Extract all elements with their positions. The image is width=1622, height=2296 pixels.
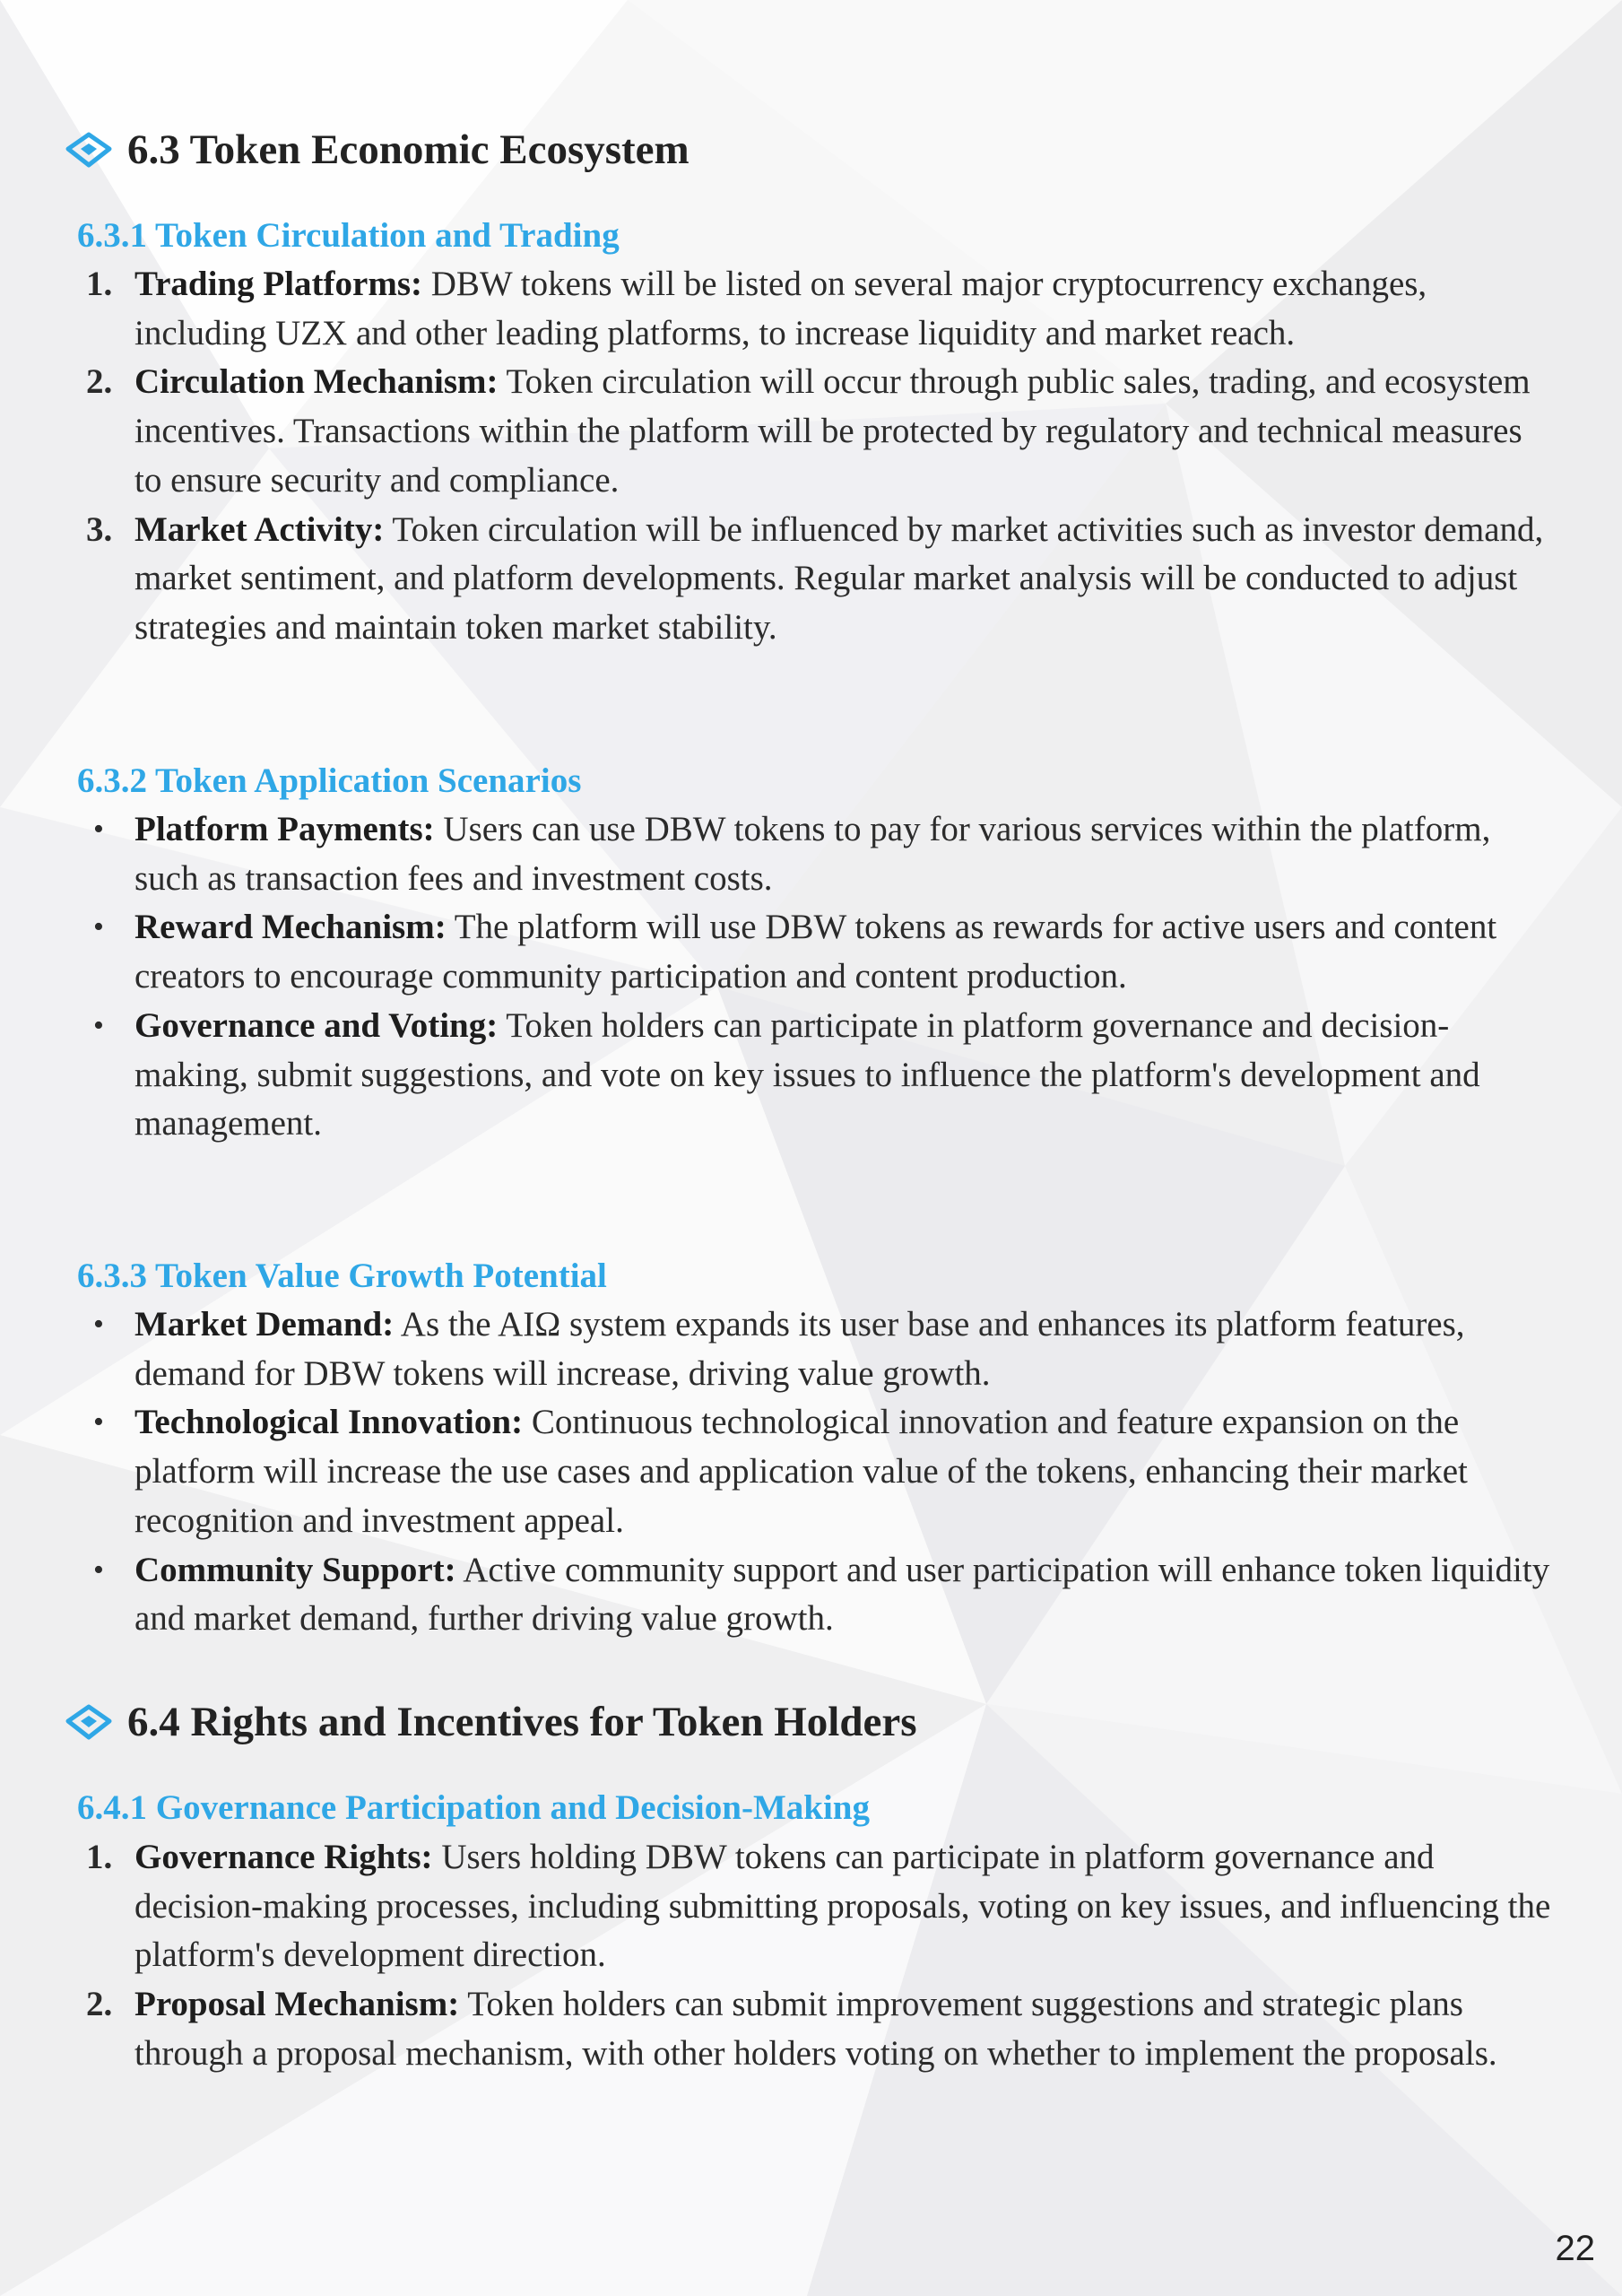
list-item: • Technological Innovation: Continuous technological innovation and feature expansion on the platform will increase the use cases and application value of the tokens, enhancing their market recognition and investment appeal. (93, 1403, 1468, 1540)
page-number: 22 (1555, 2229, 1595, 2268)
diamond-icon (65, 131, 113, 169)
subsection-title: 6.4.1 Governance Participation and Decision-Making (77, 1788, 870, 1827)
list-item: 1. Governance Rights: Users holding DBW tokens can participate in platform governance and decision-making processes, including submitting proposals, voting on key issues, and influencing the platform's development direction. (86, 1838, 1551, 1975)
numbered-list (86, 260, 1557, 653)
section-heading (65, 126, 690, 174)
subsection-title: 6.3.3 Token Value Growth Potential (77, 1257, 607, 1295)
list-item: • Governance and Voting: Token holders can participate in platform governance and decision-making, submit suggestions, and vote on key issues to influence the platform's development and management. (93, 1005, 1480, 1144)
list-item: 2. Proposal Mechanism: Token holders can submit improvement suggestions and strategic plans through a proposal mechanism, with other holders voting on whether to implement the proposals. (86, 1985, 1497, 2073)
section-heading-text: 6.4 Rights and Incentives for Token Holders (127, 1699, 917, 1745)
bullet-list (86, 1300, 1557, 1644)
list-item: 2. Circulation Mechanism: Token circulation will occur through public sales, trading, and ecosystem incentives. Transactions within the platform will be protected by regulatory and technical measures to ensure security and compliance. (86, 362, 1531, 500)
diamond-icon (65, 1703, 113, 1741)
list-item: 3. Market Activity: Token circulation will be influenced by market activities such as investor demand, market sentiment, and platform developments. Regular market analysis will be conducted to adjust strategies and maintain token market stability. (86, 509, 1544, 647)
bullet-list (86, 805, 1557, 1149)
section-heading-text: 6.3 Token Economic Ecosystem (127, 126, 690, 173)
subsection-title: 6.3.1 Token Circulation and Trading (77, 216, 620, 255)
list-item: • Reward Mechanism: The platform will use DBW tokens as rewards for active users and content creators to encourage community participation and content production. (93, 908, 1497, 996)
subsection-title: 6.3.2 Token Application Scenarios (77, 761, 582, 800)
list-item: • Community Support: Active community support and user participation will enhance token liquidity and market demand, further driving value growth. (93, 1550, 1550, 1639)
list-item: 1. Trading Platforms: DBW tokens will be listed on several major cryptocurrency exchanges, including UZX and other leading platforms, to increase liquidity and market reach. (86, 265, 1427, 352)
section-heading (65, 1698, 917, 1746)
list-item: • Market Demand: As the AIΩ system expands its user base and enhances its platform features, demand for DBW tokens will increase, driving value growth. (93, 1305, 1465, 1393)
list-item: • Platform Payments: Users can use DBW tokens to pay for various services within the platform, such as transaction fees and investment costs. (93, 810, 1491, 898)
numbered-list (86, 1833, 1557, 2079)
